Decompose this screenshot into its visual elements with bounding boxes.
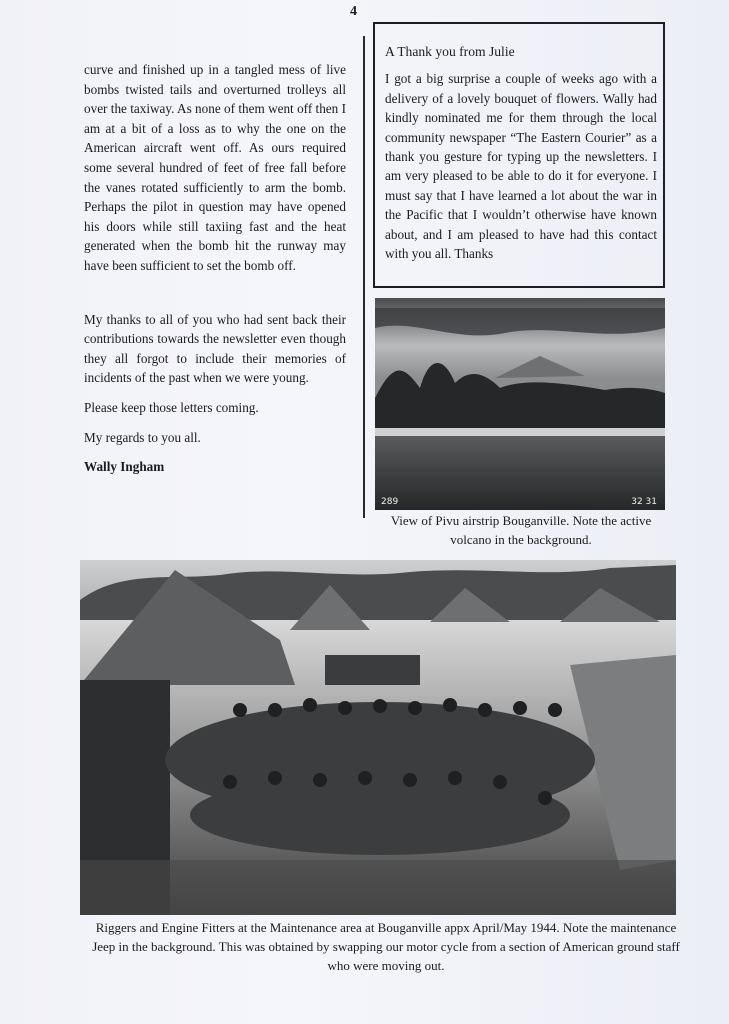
film-code-left: 289 [381, 497, 399, 507]
letter-paragraph: Please keep those letters coming. [84, 399, 259, 415]
letter-paragraph: My thanks to all of you who had sent back their contributions towards the newsletter even though they all forgot to include their memories of incidents of the past when we were young. [84, 311, 346, 386]
film-code-right: 32 31 [631, 497, 657, 507]
group-photo-caption: Riggers and Engine Fitters at the Maintenance area at Bouganville appx April/May 1944. Note the maintenance Jeep in the background. This was obtained by swapping our motor cycle from a section of American ground staff who were moving out. [92, 920, 680, 973]
group-photo-image [80, 560, 676, 915]
airstrip-photo-image [375, 298, 665, 510]
thank-you-box [373, 22, 665, 288]
group-photo [80, 560, 676, 915]
letter-paragraph: curve and finished up in a tangled mess of live bombs twisted tails and overturned trolleys all over the taxiway. As none of them went off then I am at a bit of a loss as to why the one on the American aircraft went off. As ours required some several hundred of feet of free fall before the vanes rotated sufficiently to arm the bomb. Perhaps the pilot in question may have opened his doors while still taxiing fast and the heat generated when the bomb hit the runway may have been sufficient to set the bomb off. [84, 62, 346, 273]
column-divider [363, 36, 365, 518]
airstrip-caption: View of Pivu airstrip Bouganville. Note the active volcano in the background. [390, 513, 652, 547]
letter-column [84, 60, 346, 487]
thank-you-title: A Thank you from Julie [385, 44, 515, 59]
airstrip-photo [375, 298, 665, 510]
thank-you-body: I got a big surprise a couple of weeks ago with a delivery of a lovely bouquet of flowers. Wally had kindly nominated me for them through the local community newspaper “The Eastern Courier” as a thank you gesture for typing up the newsletters. I am very pleased to be able to do it for everyone. I must say that I have learned a lot about the war in the Pacific that I wouldn’t otherwise have known about, and I am pleased to have had this contact with you all. Thanks [385, 71, 657, 262]
signature: Wally Ingham [84, 459, 165, 475]
letter-paragraph: My regards to you all. [84, 429, 201, 445]
page-number: 4 [350, 4, 357, 19]
